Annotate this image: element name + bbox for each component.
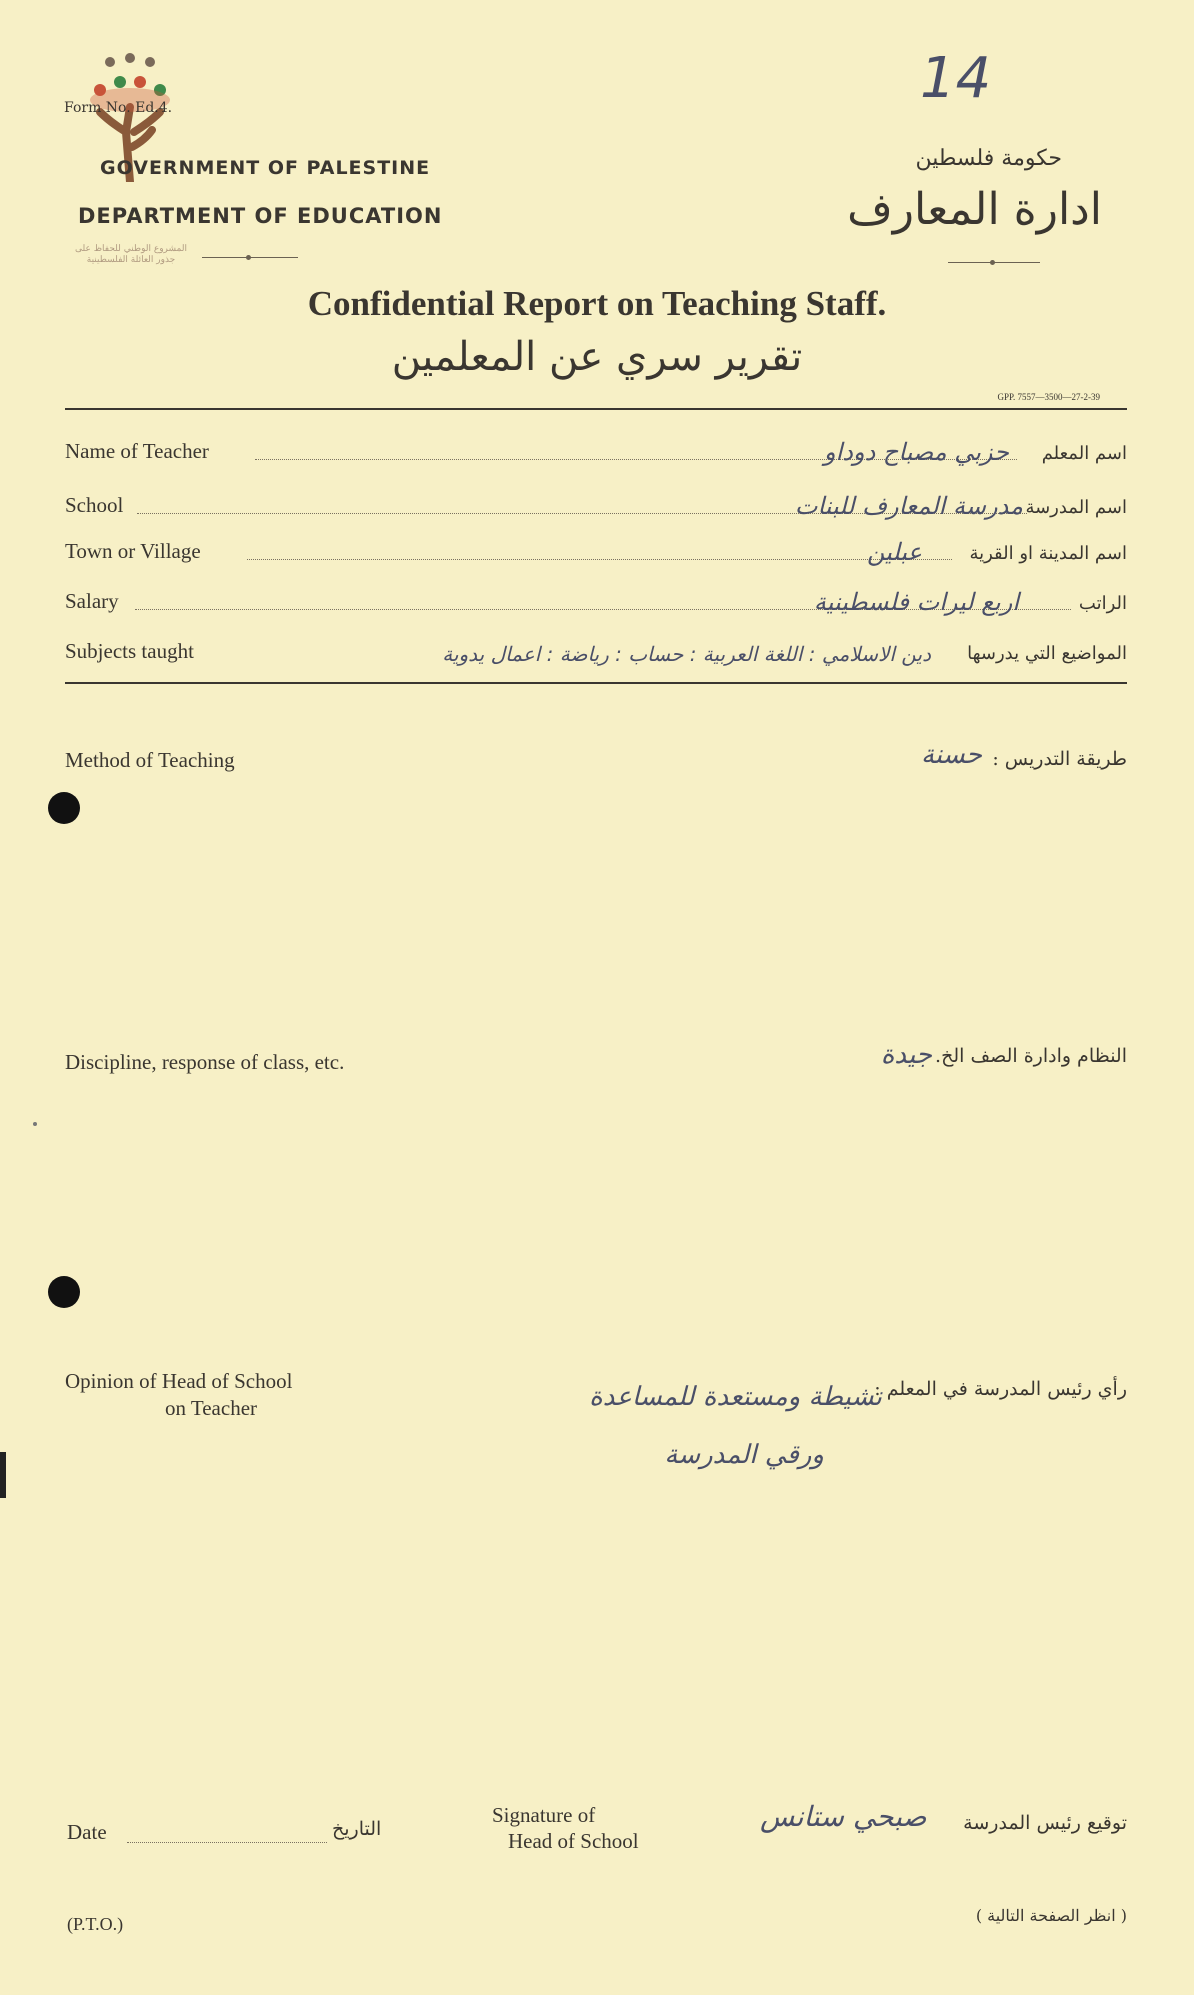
field-label-en: Salary	[65, 589, 119, 613]
field-value: مدرسة المعارف للبنات	[794, 492, 1023, 520]
pto-en: (P.T.O.)	[67, 1914, 124, 1934]
logo-caption: المشروع الوطني للحفاظ على جذور العائلة الفلسطينية	[74, 244, 187, 265]
signature-label-en	[492, 1802, 639, 1854]
field-label-ar: المواضيع التي يدرسها	[967, 643, 1127, 664]
page-edge-mark	[0, 1452, 6, 1498]
department-title-ar: ادارة المعارف	[847, 184, 1102, 235]
field-name-of-teacher	[65, 434, 1127, 468]
date-label-ar: التاريخ	[332, 1818, 382, 1840]
field-school	[65, 488, 1127, 522]
discipline-label-en: Discipline, response of class, etc.	[65, 1050, 345, 1074]
field-label-ar: اسم المعلم	[1041, 443, 1127, 464]
field-value: عبلين	[866, 538, 922, 566]
discipline-label-ar: النظام وادارة الصف الخ.	[935, 1045, 1127, 1067]
form-number: Form No. Ed.4.	[64, 100, 173, 116]
opinion-label-en-line2: on Teacher	[165, 1396, 258, 1420]
print-code: GPP. 7557—3500—27-2-39	[997, 392, 1100, 402]
pto-ar: ( انظر الصفحة التالية )	[975, 1906, 1127, 1925]
discipline-value: جيدة	[880, 1040, 932, 1070]
opinion-label-en-line1: Opinion of Head of School	[65, 1369, 293, 1393]
header-rule-right	[948, 262, 1040, 263]
punch-hole	[48, 1276, 80, 1308]
method-value: حسنة	[920, 740, 982, 770]
report-title-ar: تقرير سري عن المعلمين	[391, 334, 803, 380]
government-title-ar: حكومة فلسطين	[915, 146, 1062, 171]
method-label-ar: طريقة التدريس :	[992, 748, 1127, 770]
signature-value: صبحي ستانس	[760, 1800, 927, 1833]
department-title-en: DEPARTMENT OF EDUCATION	[78, 204, 443, 228]
opinion-value-line1: نشيطة ومستعدة للمساعدة	[589, 1382, 882, 1412]
signature-label-ar: توقيع رئيس المدرسة	[963, 1812, 1127, 1834]
field-town-or-village	[65, 534, 1127, 568]
field-label-ar: اسم المدينة او القرية	[969, 543, 1127, 564]
field-label-en: Town or Village	[65, 539, 201, 563]
method-label-en: Method of Teaching	[65, 748, 235, 772]
date-dotted-line	[127, 1842, 327, 1843]
field-label-ar: الراتب	[1078, 593, 1127, 614]
fields-bottom-rule	[65, 682, 1127, 684]
field-label-ar: اسم المدرسة	[1025, 497, 1127, 518]
dotted-line	[247, 559, 952, 560]
opinion-label-ar: رأي رئيس المدرسة في المعلم :	[874, 1378, 1127, 1400]
field-label-en: Subjects taught	[65, 639, 194, 663]
speck	[33, 1122, 37, 1126]
field-salary	[65, 584, 1127, 618]
opinion-label-en	[65, 1368, 292, 1422]
signature-label-en-line1: Signature of	[492, 1803, 596, 1827]
field-value: حزبي مصباح دوداو	[824, 438, 1009, 466]
government-title-en: GOVERNMENT OF PALESTINE	[100, 157, 431, 179]
field-value: اربع ليرات فلسطينية	[813, 588, 1019, 616]
field-label-en: Name of Teacher	[65, 439, 209, 463]
field-label-en: School	[65, 493, 124, 517]
opinion-value-line2: ورقي المدرسة	[664, 1440, 824, 1470]
field-subjects-taught	[65, 634, 1127, 668]
top-rule	[65, 408, 1127, 410]
date-label-en: Date	[67, 1820, 107, 1844]
report-title-en: Confidential Report on Teaching Staff.	[307, 284, 887, 323]
punch-hole	[48, 792, 80, 824]
signature-label-en-line2: Head of School	[508, 1829, 639, 1853]
folio-number: 14	[920, 46, 992, 111]
field-value: دين الاسلامي : اللغة العربية : حساب : رياضة : اعمال يدوية	[442, 642, 931, 666]
header-rule-left	[202, 257, 298, 258]
